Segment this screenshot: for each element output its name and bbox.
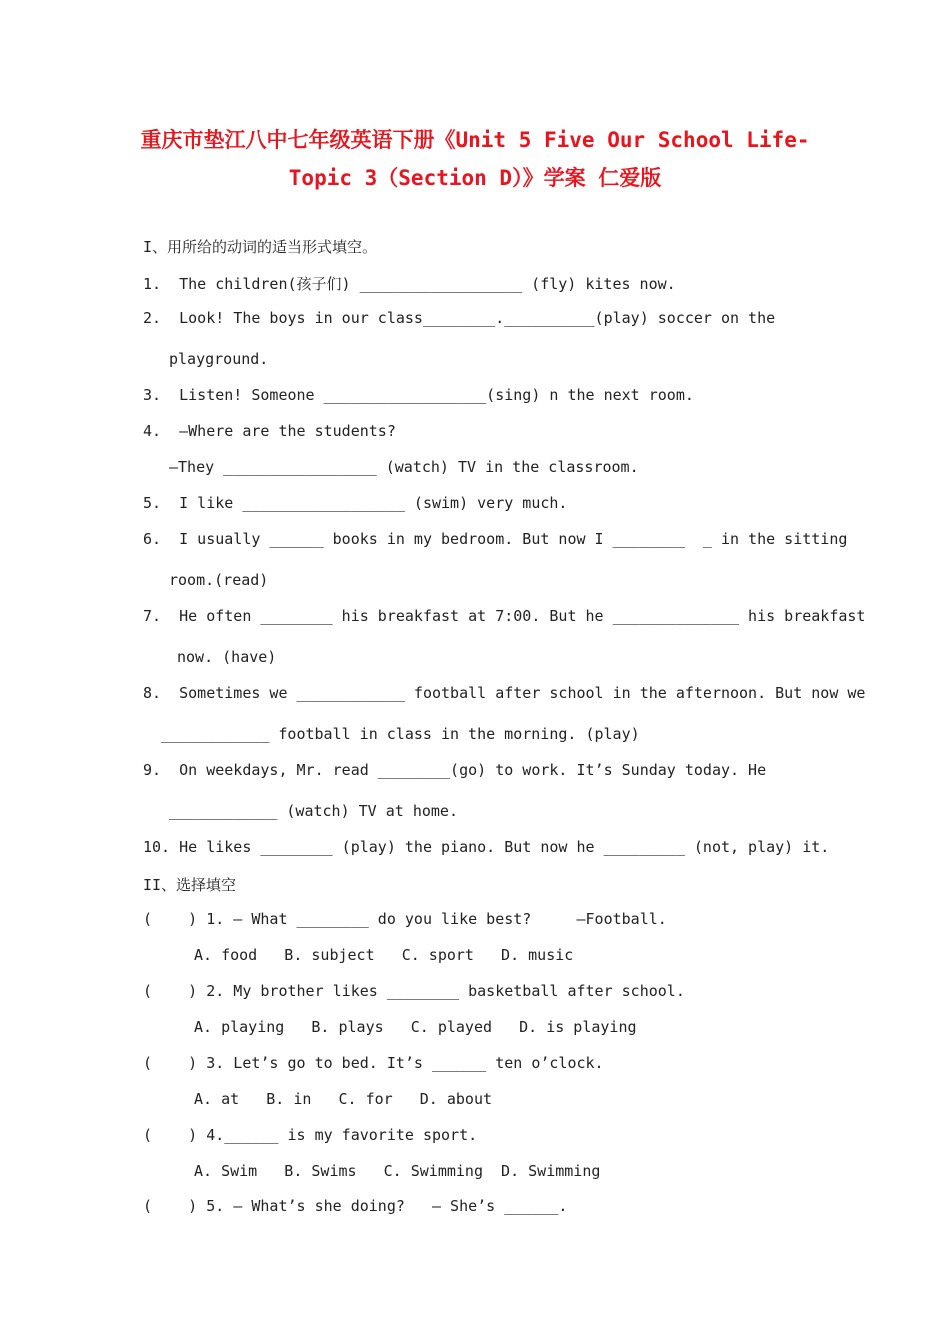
choice-question-3: ( ) 3. Let’s go to bed. It’s ______ ten o’clock. xyxy=(143,1054,604,1072)
question-8-continued: ____________ football in class in the morning. (play) xyxy=(161,725,640,743)
question-4: 4. —Where are the students? xyxy=(143,422,396,440)
document-title-line-1: 重庆市垫江八中七年级英语下册《Unit 5 Five Our School Life- xyxy=(140,128,810,152)
question-10: 10. He likes ________ (play) the piano. But now he _________ (not, play) it. xyxy=(143,838,830,856)
choice-question-5: ( ) 5. — What’s she doing? — She’s ______. xyxy=(143,1197,568,1215)
question-2: 2. Look! The boys in our class________.__________(play) soccer on the xyxy=(143,309,776,327)
choice-question-4-options: A. Swim B. Swims C. Swimming D. Swimming xyxy=(194,1162,601,1180)
choice-question-1: ( ) 1. — What ________ do you like best? —Football. xyxy=(143,910,667,928)
question-7: 7. He often ________ his breakfast at 7:00. But he ______________ his breakfast xyxy=(143,607,866,625)
choice-question-2: ( ) 2. My brother likes ________ basketball after school. xyxy=(143,982,685,1000)
question-7-continued: now. (have) xyxy=(177,648,277,666)
choice-question-4: ( ) 4.______ is my favorite sport. xyxy=(143,1126,478,1144)
question-1: 1. The children(孩子们) __________________ (fly) kites now. xyxy=(143,275,676,293)
question-9-continued: ____________ (watch) TV at home. xyxy=(169,802,458,820)
section-1-heading: I、用所给的动词的适当形式填空。 xyxy=(143,238,378,256)
question-2-continued: playground. xyxy=(169,350,269,368)
question-3: 3. Listen! Someone __________________(sing) n the next room. xyxy=(143,386,694,404)
question-5: 5. I like __________________ (swim) very much. xyxy=(143,494,568,512)
section-2-heading: II、选择填空 xyxy=(143,876,237,894)
question-6-continued: room.(read) xyxy=(169,571,269,589)
question-9: 9. On weekdays, Mr. read ________(go) to work. It’s Sunday today. He xyxy=(143,761,767,779)
question-4-answer-line: —They _________________ (watch) TV in the classroom. xyxy=(169,458,639,476)
document-title-line-2: Topic 3（Section D）》学案 仁爱版 xyxy=(288,166,662,190)
choice-question-2-options: A. playing B. plays C. played D. is playing xyxy=(194,1018,637,1036)
choice-question-1-options: A. food B. subject C. sport D. music xyxy=(194,946,574,964)
question-6: 6. I usually ______ books in my bedroom. But now I ________ _ in the sitting xyxy=(143,530,848,548)
choice-question-3-options: A. at B. in C. for D. about xyxy=(194,1090,493,1108)
question-8: 8. Sometimes we ____________ football after school in the afternoon. But now we xyxy=(143,684,866,702)
